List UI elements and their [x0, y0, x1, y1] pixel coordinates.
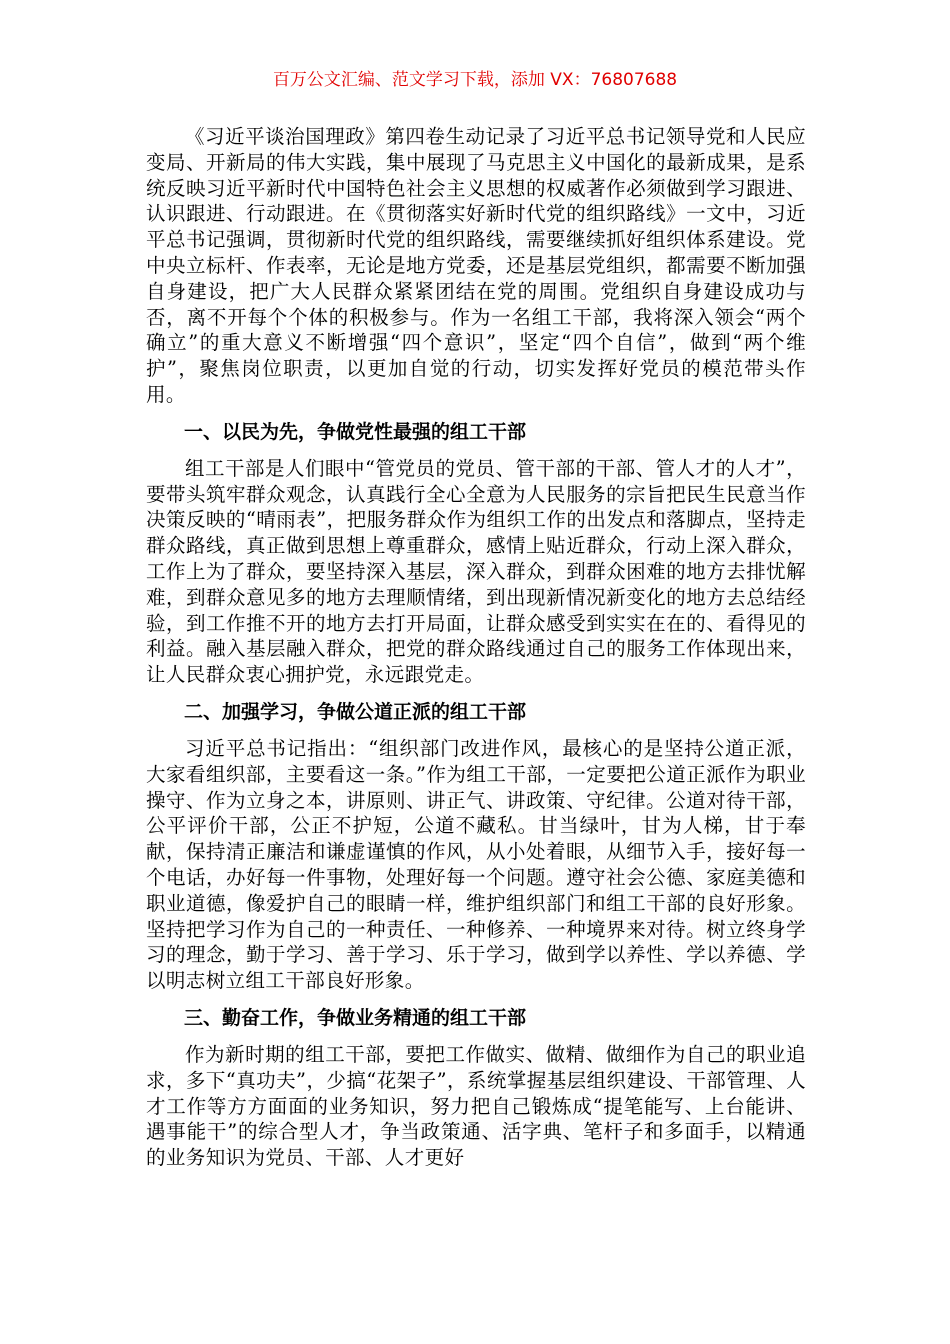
section-paragraph: 习近平总书记指出：“组织部门改进作风，最核心的是坚持公道正派，大家看组织部，主要看这一条。”作为组工干部，一定要把公道正派作为职业操守、作为立身之本，讲原则、讲正气、讲政策、守纪律。公道对待干部，公平评价干部，公正不护短，公道不藏私。甘当绿叶，甘为人梯，甘于奉献，保持清正廉洁和谦虚谨慎的作风，从小处着眼，从细节入手，接好每一个电话，办好每一件事物，处理好每一个问题。遵守社会公德、家庭美德和职业道德，像爱护自己的眼睛一样，维护组织部门和组工干部的良好形象。坚持把学习作为自己的一种责任、一种修养、一种境界来对待。树立终身学习的理念，勤于学习、善于学习、乐于学习，做到学以养性、学以养德、学以明志树立组工干部良好形象。 — [146, 736, 806, 993]
section-heading: 三、勤奋工作，争做业务精通的组工干部 — [184, 1006, 527, 1029]
document-body — [146, 124, 806, 1171]
section-heading: 二、加强学习，争做公道正派的组工干部 — [184, 700, 527, 723]
section-heading: 一、以民为先，争做党性最强的组工干部 — [184, 420, 527, 443]
intro-paragraph: 《习近平谈治国理政》第四卷生动记录了习近平总书记领导党和人民应变局、开新局的伟大实践，集中展现了马克思主义中国化的最新成果，是系统反映习近平新时代中国特色社会主义思想的权威著作必须做到学习跟进、认识跟进、行动跟进。在《贯彻落实好新时代党的组织路线》一文中，习近平总书记强调，贯彻新时代党的组织路线，需要继续抓好组织体系建设。党中央立标杆、作表率，无论是地方党委，还是基层党组织，都需要不断加强自身建设，把广大人民群众紧紧团结在党的周围。党组织自身建设成功与否，离不开每个个体的积极参与。作为一名组工干部，我将深入领会“两个确立”的重大意义不断增强“四个意识”，坚定“四个自信”，做到“两个维护”，聚焦岗位职责，以更加自觉的行动，切实发挥好党员的模范带头作用。 — [146, 125, 806, 406]
section-paragraph: 组工干部是人们眼中“管党员的党员、管干部的干部、管人才的人才”，要带头筑牢群众观念，认真践行全心全意为人民服务的宗旨把民生民意当作决策反映的“晴雨表”，把服务群众作为组织工作的出发点和落脚点，坚持走群众路线，真正做到思想上尊重群众，感情上贴近群众，行动上深入群众，工作上为了群众，要坚持深入基层，深入群众，到群众困难的地方去排忧解难，到群众意见多的地方去理顺情绪，到出现新情况新变化的地方去总结经验，到工作推不开的地方去打开局面，让群众感受到实实在在的、看得见的利益。融入基层融入群众，把党的群众路线通过自己的服务工作体现出来，让人民群众衷心拥护党，永远跟党走。 — [146, 456, 806, 687]
promo-banner: 百万公文汇编、范文学习下载，添加 VX：76807688 — [272, 70, 678, 90]
section-2 — [146, 700, 806, 994]
section-1 — [146, 420, 806, 688]
section-3 — [146, 1006, 806, 1171]
section-paragraph: 作为新时期的组工干部，要把工作做实、做精、做细作为自己的职业追求，多下“真功夫”，少搞“花架子”，系统掌握基层组织建设、干部管理、人才工作等方方面面的业务知识，努力把自己锻炼成“提笔能写、上台能讲、遇事能干”的综合型人才，争当政策通、活字典、笔杆子和多面手，以精通的业务知识为党员、干部、人才更好 — [146, 1042, 806, 1170]
